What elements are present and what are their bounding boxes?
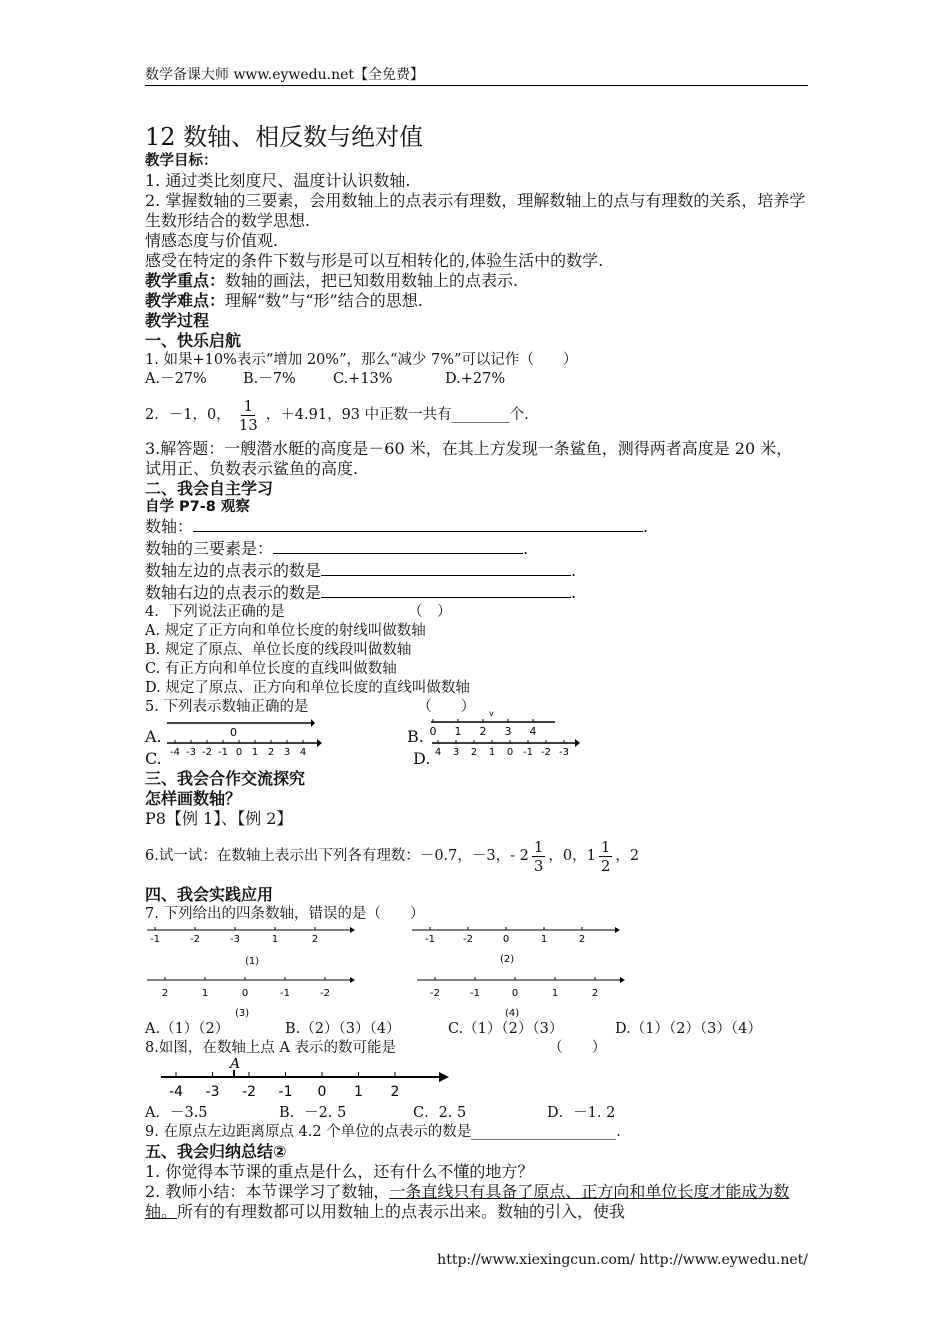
- axis-c-tick-label: -2: [202, 747, 212, 758]
- axis-c-tick-label: 3: [283, 747, 291, 758]
- q5-label-d: D.: [413, 749, 431, 768]
- q6-f1-den: 3: [533, 856, 544, 875]
- q8-option-c: C．2. 5: [413, 1105, 467, 1121]
- example-reference: P8【例 1】、【例 2】: [145, 809, 293, 828]
- axis-b-tick-label: 4: [529, 725, 537, 738]
- axis-1-tick-label: 2: [311, 934, 319, 945]
- q4-option-c: C. 有正方向和单位长度的直线叫做数轴: [145, 661, 397, 677]
- q5-label-a: A.: [145, 727, 162, 746]
- axis-4-tick-label: 0: [511, 988, 519, 999]
- q5-axes: [145, 709, 808, 769]
- question-9: 9. 在原点左边距离原点 4.2 个单位的点表示的数是____________________.: [145, 1124, 621, 1140]
- q6-f1-num: 1: [533, 837, 544, 856]
- axis-d: [430, 737, 590, 761]
- fill-right-label: 数轴右边的点表示的数是: [145, 583, 322, 602]
- axis-1-caption: (1): [245, 956, 260, 967]
- axis-4: [415, 974, 630, 1020]
- q6-fraction-1: [532, 838, 546, 875]
- q4-option-b: B. 规定了原点、单位长度的线段叫做数轴: [145, 642, 412, 658]
- question-8-options: [145, 1104, 808, 1123]
- axis-c-tick-label: 1: [251, 747, 259, 758]
- section-1-heading: 一、快乐启航: [145, 331, 242, 350]
- q1-option-d: D.+27%: [445, 371, 506, 387]
- axis-3: [145, 974, 360, 1020]
- axis-a-label: 0: [230, 726, 237, 739]
- axis-3-tick-label: 1: [201, 988, 209, 999]
- axis-8-tick-label: -3: [205, 1084, 220, 1100]
- axis-3-tick-label: -2: [320, 988, 330, 999]
- q7-option-c: C.（1）（2）（3）: [448, 1021, 564, 1037]
- q4-option-a: A. 规定了正方向和单位长度的射线叫做数轴: [145, 623, 426, 639]
- question-1: 1. 如果+10%表示“增加 20%”，那么“减少 7%”可以记作（ ）: [145, 352, 578, 368]
- axis-4-tick-label: 2: [591, 988, 599, 999]
- q7-axes: [145, 924, 808, 1020]
- fill-axis-blank[interactable]: [193, 515, 643, 532]
- q6-f2-den: 2: [600, 856, 611, 875]
- axis-2-tick-label: -1: [425, 934, 435, 945]
- key-point-text: 数轴的画法，把已知数用数轴上的点表示.: [225, 271, 519, 290]
- question-4: 4．下列说法正确的是 （ ）: [145, 604, 452, 620]
- axis-b-tick-label: 3: [504, 725, 512, 738]
- question-6: [145, 831, 808, 881]
- axis-2-tick-label: -2: [463, 934, 473, 945]
- q6-middle: ，0，: [548, 847, 587, 864]
- header-rule: [145, 85, 808, 86]
- question-8: 8.如图，在数轴上点 A 表示的数可能是 （ ）: [145, 1040, 607, 1056]
- question-7: 7. 下列给出的四条数轴，错误的是（ ）: [145, 906, 425, 922]
- axis-4-caption: (4): [505, 1008, 520, 1019]
- fill-right-blank[interactable]: [321, 581, 571, 598]
- fill-elements-label: 数轴的三要素是：: [145, 539, 274, 558]
- axis-a: [165, 717, 315, 739]
- axis-d-tick-label: -3: [559, 747, 569, 758]
- axis-b-tick-label: 0: [429, 725, 437, 738]
- fill-left-dot: .: [571, 561, 577, 580]
- section-2-heading: 二、我会自主学习: [145, 479, 274, 498]
- axis-d-tick-label: 0: [506, 747, 514, 758]
- axis-1-tick-label: -2: [190, 934, 200, 945]
- axis-c-tick-label: 0: [235, 747, 243, 758]
- axis-b-tick-label: 1: [454, 725, 462, 738]
- q1-option-c: C.+13%: [333, 371, 393, 387]
- fill-left-label: 数轴左边的点表示的数是: [145, 561, 322, 580]
- axis-3-tick-label: 2: [161, 988, 169, 999]
- difficulty-label: 教学难点：: [145, 291, 226, 310]
- axis-1: [145, 924, 360, 972]
- question-7-options: [145, 1020, 808, 1039]
- q7-option-d: D.（1）（2）（3）（4）: [615, 1021, 762, 1037]
- question-3: 3.解答题：一艘潜水艇的高度是－60 米，在其上方发现一条鲨鱼，测得两者高度是 20 米，试用正、负数表示鲨鱼的高度.: [145, 439, 793, 478]
- fill-axis-dot: .: [643, 517, 649, 536]
- axis-1-tick-label: -3: [230, 934, 240, 945]
- axis-8: [159, 1058, 459, 1104]
- q4-option-d: D. 规定了原点、正方向和单位长度的直线叫做数轴: [145, 680, 470, 696]
- q6-fraction-2: [599, 838, 613, 875]
- goal-2: 2. 掌握数轴的三要素，会用数轴上的点表示有理数，理解数轴上的点与有理数的关系，培养学生数形结合的数学思想.: [145, 191, 806, 230]
- fill-right: [145, 581, 808, 603]
- q7-option-b: B.（2）（3）（4）: [285, 1021, 401, 1037]
- fill-axis: [145, 515, 808, 537]
- fill-left: [145, 559, 808, 581]
- axis-8-tick-label: -2: [242, 1084, 256, 1100]
- section-3-heading: 三、我会合作交流探究: [145, 769, 306, 788]
- summary-2: [145, 1182, 808, 1222]
- fill-elements-blank[interactable]: [273, 537, 523, 554]
- goal-4: 感受在特定的条件下数与形是可以互相转化的,体验生活中的数学.: [145, 251, 604, 270]
- axis-1-tick-label: 1: [271, 934, 279, 945]
- q1-option-a: A.－27%: [145, 371, 207, 387]
- page-header: 数学备课大师 www.eywedu.net【全免费】: [145, 67, 425, 83]
- q6-prefix: 6.试一试：在数轴上表示出下列各有理数：－0.7，－3，: [145, 847, 511, 864]
- self-study-note: 自学 P7-8 观察: [145, 499, 250, 515]
- question-2: [145, 393, 808, 437]
- section-3-subheading: 怎样画数轴？: [145, 789, 242, 808]
- axis-3-tick-label: 0: [241, 988, 249, 999]
- q2-prefix: 2．－1，0，: [145, 406, 231, 423]
- q2-fraction: [239, 397, 258, 434]
- goal-3: 情感态度与价值观.: [145, 231, 279, 250]
- lesson-title: 12 数轴、相反数与绝对值: [145, 123, 424, 151]
- difficulty-text: 理解“数”与“形”结合的思想.: [225, 291, 423, 310]
- lesson-content: [145, 122, 808, 1222]
- section-4-heading: 四、我会实践应用: [145, 885, 274, 904]
- axis-3-tick-label: -1: [280, 988, 290, 999]
- axis-c: [165, 737, 325, 761]
- axis-d-tick-label: 1: [488, 747, 496, 758]
- axis-1-tick-label: -1: [150, 934, 160, 945]
- q2-suffix: ，＋4.91，93 中正数一共有________个.: [265, 406, 529, 423]
- axis-c-tick-label: 2: [267, 747, 275, 758]
- question-5: 5. 下列表示数轴正确的是 （ ）: [145, 699, 476, 715]
- q6-frac2-whole: 1: [586, 847, 596, 864]
- axis-b-tick-label: 2: [479, 725, 487, 738]
- q8-option-a: A．－3.5: [145, 1105, 208, 1121]
- axis-c-tick-label: 4: [299, 747, 307, 758]
- axis-d-tick-label: -2: [541, 747, 551, 758]
- axis-c-tick-label: -4: [170, 747, 180, 758]
- fill-right-dot: .: [571, 583, 577, 602]
- q7-option-a: A.（1）（2）: [145, 1021, 230, 1037]
- axis-8-tick-label: -1: [278, 1084, 293, 1100]
- q6-frac1-whole: - 2: [510, 847, 529, 864]
- svg-text:v: v: [489, 709, 494, 718]
- fill-elements: [145, 537, 808, 559]
- q2-numerator: 1: [243, 396, 253, 415]
- axis-2: [410, 924, 625, 972]
- summary-2-a: 2. 教师小结：本节课学习了数轴，: [145, 1182, 390, 1201]
- axis-8-tick-label: 1: [354, 1084, 363, 1100]
- axis-2-tick-label: 2: [578, 934, 586, 945]
- fill-axis-label: 数轴：: [145, 517, 194, 536]
- section-5-heading: 五、我会归纳总结②: [145, 1142, 287, 1161]
- question-1-options: [145, 370, 808, 389]
- goals-heading: 教学目标：: [145, 153, 218, 169]
- summary-2-underlined: 一条直线只有具备了原点、正方向和单位长度才能成为数轴。: [145, 1182, 790, 1221]
- axis-8-tick-label: 2: [390, 1084, 400, 1100]
- axis-4-tick-label: -1: [470, 988, 480, 999]
- q8-option-b: B．－2. 5: [279, 1105, 347, 1121]
- axis-8-tick-label: -4: [169, 1084, 183, 1100]
- q6-suffix: ，2: [615, 847, 640, 864]
- axis-3-caption: (3): [235, 1008, 250, 1019]
- axis-d-tick-label: -1: [523, 747, 533, 758]
- key-point: [145, 271, 808, 291]
- q6-f2-num: 1: [600, 837, 611, 856]
- axis-2-caption: (2): [500, 954, 515, 965]
- summary-2-c: 所有的有理数都可以用数轴上的点表示出来。数轴的引入，使我: [177, 1202, 626, 1221]
- fill-left-blank[interactable]: [321, 559, 571, 576]
- q2-denominator: 13: [238, 415, 258, 434]
- difficulty: [145, 291, 808, 311]
- axis-d-tick-label: 3: [452, 747, 460, 758]
- axis-c-tick-label: -3: [186, 747, 196, 758]
- axis-d-tick-label: 4: [434, 747, 442, 758]
- summary-1: 1. 你觉得本节课的重点是什么，还有什么不懂的地方？: [145, 1162, 534, 1181]
- axis-2-tick-label: 0: [502, 934, 510, 945]
- axis-c-tick-label: -1: [218, 747, 228, 758]
- q1-option-b: B.－7%: [243, 371, 296, 387]
- goal-1: 1. 通过类比刻度尺、温度计认识数轴.: [145, 171, 411, 190]
- q8-option-d: D．－1. 2: [547, 1105, 616, 1121]
- axis-d-tick-label: 2: [470, 747, 478, 758]
- point-a-label: A: [230, 1058, 241, 1072]
- key-point-label: 教学重点：: [145, 271, 226, 290]
- process-heading: 教学过程: [145, 311, 210, 330]
- axis-4-tick-label: 1: [551, 988, 559, 999]
- page-footer: http://www.xiexingcun.com/ http://www.eywedu.net/: [437, 1252, 808, 1268]
- fill-elements-dot: .: [523, 539, 529, 558]
- q5-label-b: B.: [407, 727, 424, 746]
- axis-4-tick-label: -2: [430, 988, 440, 999]
- axis-8-tick-label: 0: [317, 1084, 327, 1100]
- q5-label-c: C.: [145, 749, 162, 768]
- axis-2-tick-label: 1: [540, 934, 548, 945]
